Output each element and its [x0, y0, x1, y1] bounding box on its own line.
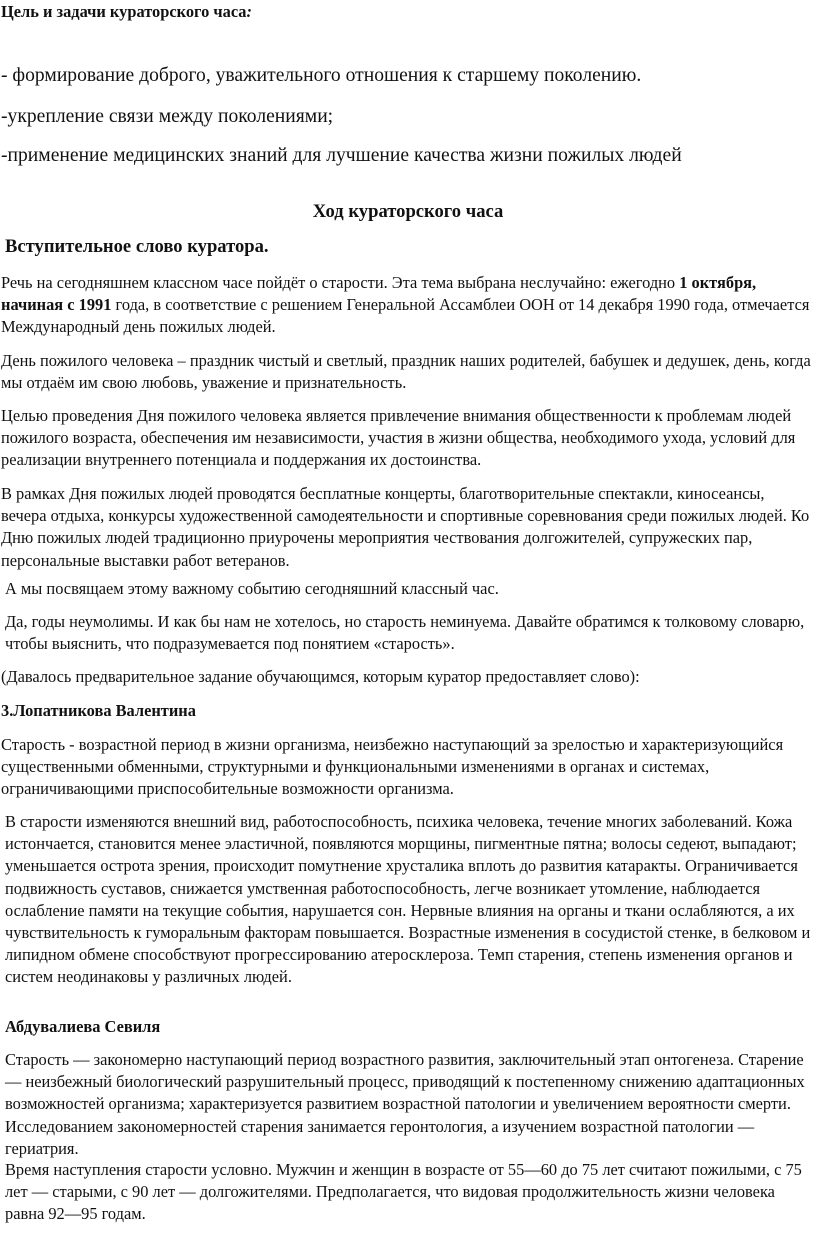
course-title: Ход кураторского часа [312, 201, 504, 222]
speaker-2-paragraph-1: Старость — закономерно наступающий период возрастного развития, заключительный этап онтогенеза. Старение — неизбежный биологический разрушительный процесс, приводящий к постепенному снижению адаптационных возможностей организма; характеризуется развитием возрастной патологии и увеличением вероятности смерти. Исследованием закономерностей старения занимается геронтология, а изучением возрастной патологии — гериатрия. [5, 1050, 805, 1158]
intro-p1-bold-date: 1 октября, начиная с 1991 [1, 273, 757, 315]
goal-item-2: -укрепление связи между поколениями; [1, 105, 334, 127]
intro-paragraph-2: День пожилого человека – праздник чистый и светлый, праздник наших родителей, бабушек и дедушек, день, когда мы отдаём им свою любовь, уважение и признательность. [1, 351, 811, 393]
intro-title: Вступительное слово куратора. [5, 236, 269, 257]
intro-p1-text-b: года, в соответствие с решением Генеральной Ассамблеи ООН от 14 декабря 1990 года, отмечается Международный день пожилых людей. [1, 295, 810, 337]
intro-paragraph-3: Целью проведения Дня пожилого человека является привлечение внимания общественности к проблемам людей пожилого возраста, обеспечения им независимости, участия в жизни общества, необходимого ухода, условий для реализации внутреннего потенциала и поддержания их достоинства. [1, 406, 796, 470]
intro-paragraph-7: (Давалось предварительное задание обучающимся, которым куратор предоставляет слово): [1, 667, 640, 686]
intro-paragraph-5: А мы посвящаем этому важному событию сегодняшний классный час. [5, 579, 499, 598]
intro-paragraph-6: Да, годы неумолимы. И как бы нам не хотелось, но старость неминуема. Давайте обратимся к толковому словарю, чтобы выяснить, что подразумевается под понятием «старость». [5, 612, 805, 654]
speaker-2-paragraph-2: Время наступления старости условно. Мужчин и женщин в возрасте от 55—60 до 75 лет считают пожилыми, с 75 лет — старыми, с 90 лет — долгожителями. Предполагается, что видовая продолжительность жизни человека равна 92—95 годам. [5, 1160, 802, 1224]
goals-heading-text: Цель и задачи кураторского часа [1, 2, 247, 21]
goal-item-1: - формирование доброго, уважительного отношения к старшему поколению. [1, 64, 642, 86]
goals-heading-colon: : [246, 2, 252, 21]
intro-p1-text-a: Речь на сегодняшнем классном часе пойдёт о старости. Эта тема выбрана неслучайно: ежегодно [1, 273, 680, 292]
intro-paragraph-4: В рамках Дня пожилых людей проводятся бесплатные концерты, благотворительные спектакли, киносеансы, вечера отдыха, конкурсы художественной самодеятельности и спортивные соревнования среди пожилых людей. Ко Дню пожилых людей традиционно приурочены мероприятия чествования долгожителей, супружеских пар, персональные выставки работ ветеранов. [1, 484, 810, 570]
speaker-1-name: 3.Лопатникова Валентина [1, 701, 196, 720]
speaker-2-name: Абдувалиева Севиля [5, 1017, 161, 1036]
intro-paragraph-1 [1, 272, 813, 339]
goals-heading [1, 1, 813, 23]
speaker-1-paragraph-2: В старости изменяются внешний вид, работоспособность, психика человека, течение многих заболеваний. Кожа истончается, становится менее эластичной, появляются морщины, пигментные пятна; волосы седеют, выпадают; уменьшается острота зрения, происходит помутнение хрусталика вплоть до развития катаракты. Ограничивается подвижность суставов, снижается умственная работоспособность, легче возникает утомление, наблюдается ослабление памяти на текущие события, нарушается сон. Нервные влияния на органы и ткани ослабляются, а их чувствительность к гуморальным факторам повышается. Возрастные изменения в сосудистой стенке, в белковом и липидном обмене способствуют прогрессированию атеросклероза. Темп старения, степень изменения органов и систем неодинаковы у различных людей. [5, 812, 811, 987]
speaker-1-paragraph-1: Старость - возрастной период в жизни организма, неизбежно наступающий за зрелостью и характеризующийся существенными обменными, структурными и функциональными изменениями в органах и системах, ограничивающими приспособительные возможности организма. [1, 735, 784, 799]
goal-item-3: -применение медицинских знаний для лучшение качества жизни пожилых людей [1, 144, 682, 166]
